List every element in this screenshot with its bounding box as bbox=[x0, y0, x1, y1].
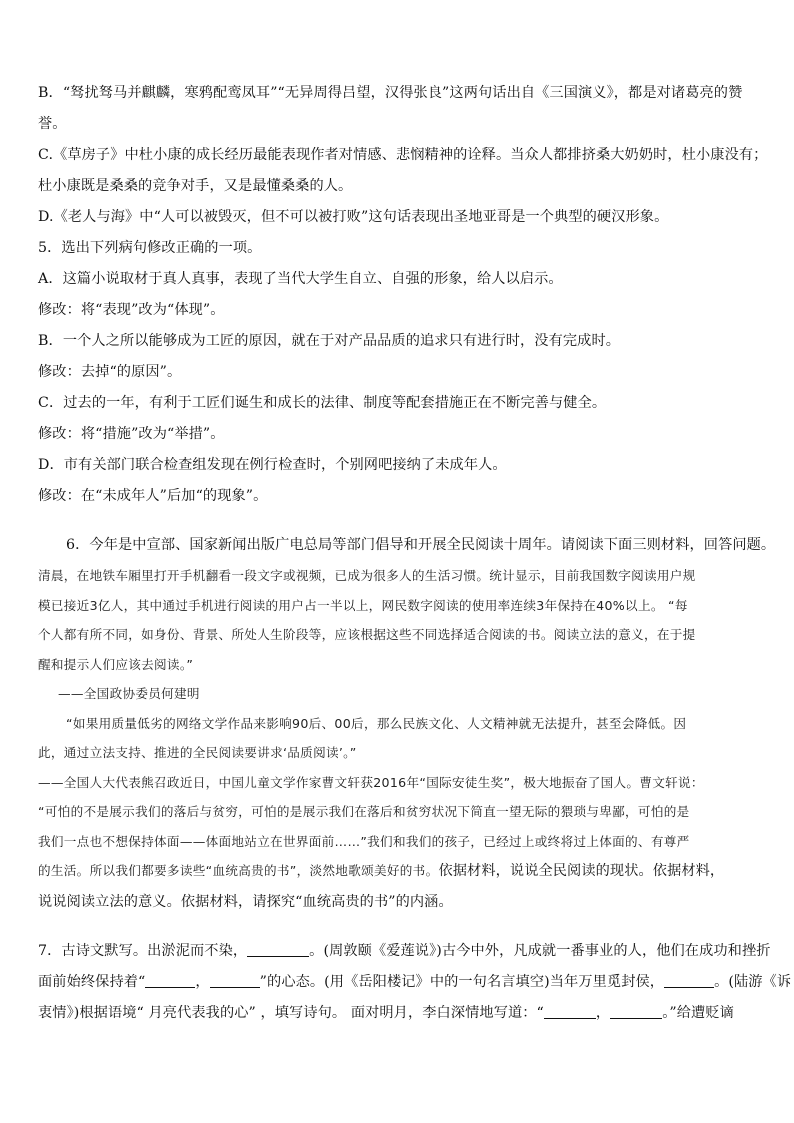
q5-stem: 5．选出下列病句修改正确的一项。 bbox=[38, 240, 262, 256]
q6-material1-source: ——全国政协委员何建明 bbox=[58, 686, 200, 701]
q7-text: ， bbox=[195, 974, 210, 990]
q7-line3 bbox=[38, 998, 758, 1029]
q6-material2-line1: “如果用质量低劣的网络文学作品来影响90后、00后，那么民族文化、人文精神就无法提升，甚至会降低。因 bbox=[66, 715, 687, 731]
q7-text: 。”给遭贬谪 bbox=[662, 1005, 734, 1021]
q7-line1 bbox=[38, 936, 771, 967]
q7-text: 衷情》)根据语境“ 月亮代表我的心” ，填写诗句。 面对明月，李白深情地写道：“ bbox=[38, 1005, 544, 1021]
q6-material3-line4 bbox=[38, 856, 758, 887]
q4-option-b-line1: B．“驽扰驽马并麒麟，寒鸦配鸾凤耳”“无异周得吕望，汉得张良”这两句话出自《三国演义》，都是对诸葛亮的赞 bbox=[38, 85, 743, 101]
q5-option-b: B．一个人之所以能够成为工匠的原因，就在于对产品品质的追求只有进行时，没有完成时。 bbox=[38, 333, 621, 349]
answer-blank[interactable] bbox=[210, 973, 260, 988]
q7-text: 。(周敦颐《爱莲说》)古今中外，凡成就一番事业的人，他们在成功和挫折 bbox=[309, 943, 771, 959]
q6-material1-line3: 个人都有所不同，如身份、背景、所处人生阶段等，应该根据这些不同选择适合阅读的书。阅读立法的意义，在于提 bbox=[38, 627, 696, 642]
spacer bbox=[38, 512, 758, 530]
answer-blank[interactable] bbox=[664, 973, 714, 988]
q7-line2 bbox=[38, 967, 792, 998]
spacer bbox=[38, 918, 758, 936]
q5-option-a-fix: 修改：将“表现”改为“体现”。 bbox=[38, 302, 225, 318]
answer-blank[interactable] bbox=[610, 1004, 662, 1019]
answer-blank[interactable] bbox=[544, 1004, 596, 1019]
q5-option-c-fix: 修改：将“措施”改为“举措”。 bbox=[38, 426, 225, 442]
q5-option-a: A．这篇小说取材于真人真事，表现了当代大学生自立、自强的形象，给人以启示。 bbox=[38, 271, 563, 287]
q5-option-d-fix: 修改：在“未成年人”后加“的现象”。 bbox=[38, 488, 268, 504]
q7-text: 。(陆游《诉 bbox=[714, 974, 792, 990]
q6-material2-line2: 此，通过立法支持、推进的全民阅读要讲求‘品质阅读’。” bbox=[38, 745, 357, 760]
q4-option-d: D.《老人与海》中“人可以被毁灭，但不可以被打败”这句话表现出圣地亚哥是一个典型的硬汉形象。 bbox=[38, 209, 669, 225]
q4-option-c-line1: C.《草房子》中杜小康的成长经历最能表现作者对情感、悲悯精神的诠释。当众人都排挤桑大奶奶时，杜小康没有； bbox=[38, 147, 768, 163]
answer-blank[interactable] bbox=[145, 973, 195, 988]
q6-material1-line1: 清晨，在地铁车厢里打开手机翻看一段文字或视频，已成为很多人的生活习惯。统计显示，目前我国数字阅读用户规 bbox=[38, 568, 696, 583]
q6-material1-line4: 醒和提示人们应该去阅读。” bbox=[38, 656, 194, 672]
q6-material1-line2: 模已接近3亿人，其中通过手机进行阅读的用户占一半以上，网民数字阅读的使用率连续3年保持在40%以上。 “每 bbox=[38, 597, 688, 613]
q6-question-part2: 说说阅读立法的意义。依据材料，请探究“血统高贵的书”的内涵。 bbox=[38, 894, 453, 910]
q5-option-d: D．市有关部门联合检查组发现在例行检查时，个别网吧接纳了未成年人。 bbox=[38, 457, 507, 473]
q7-text: 7．古诗文默写。出淤泥而不染， bbox=[38, 943, 248, 959]
q7-text: ， bbox=[595, 1005, 611, 1021]
q5-option-c: C．过去的一年，有利于工匠们诞生和成长的法律、制度等配套措施正在不断完善与健全。 bbox=[38, 395, 607, 411]
q7-text: ”的心态。(用《岳阳楼记》中的一句名言填空)当年万里觅封侯， bbox=[259, 974, 665, 990]
q6-stem: 6．今年是中宣部、国家新闻出版广电总局等部门倡导和开展全民阅读十周年。请阅读下面三则材料，回答问题。 bbox=[66, 537, 776, 553]
q6-question-part1: 依据材料，说说全民阅读的现状。依据材料， bbox=[438, 863, 725, 879]
q5-option-b-fix: 修改：去掉“的原因”。 bbox=[38, 364, 182, 380]
q6-material3-line1: ——全国人大代表熊召政近日，中国儿童文学作家曹文轩获2016年“国际安徒生奖”，极大地振奋了国人。曹文轩说： bbox=[38, 774, 704, 790]
document-page bbox=[38, 78, 792, 1029]
q6-material3-line2: “可怕的不是展示我们的落后与贫穷，可怕的是展示我们在落后和贫穷状况下简直一望无际的猥琐与卑鄙，可怕的是 bbox=[38, 804, 690, 819]
q6-material3-tail: 的生活。所以我们都要多读些“血统高贵的书”，淡然地歌颂美好的书。 bbox=[38, 863, 439, 878]
answer-blank[interactable] bbox=[247, 942, 309, 957]
q6-material3-line3: 我们一点也不想保持体面——体面地站立在世界面前……”我们和我们的孩子，已经过上或终将过上体面的、有尊严 bbox=[38, 833, 690, 849]
q7-text: 面前始终保持着“ bbox=[38, 974, 146, 990]
q4-option-c-line2: 杜小康既是桑桑的竞争对手，又是最懂桑桑的人。 bbox=[38, 178, 353, 194]
q4-option-b-line2: 誉。 bbox=[38, 116, 67, 132]
